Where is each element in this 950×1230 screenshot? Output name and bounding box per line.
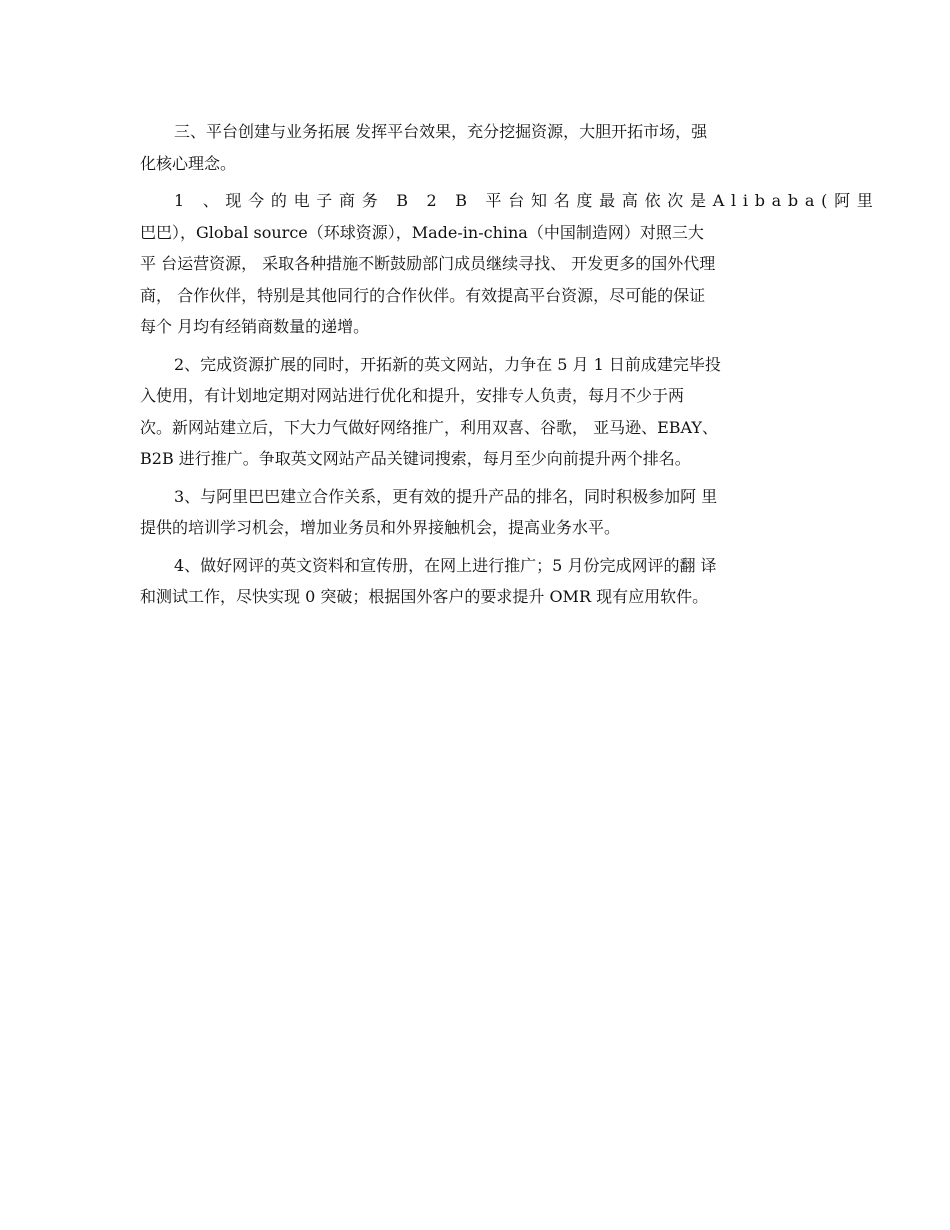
text-line: 4、做好网评的英文资料和宣传册，在网上进行推广；5 月份完成网评的翻 译 — [174, 555, 717, 575]
paragraph-item-1 — [140, 185, 880, 343]
text-line: 提供的培训学习机会，增加业务员和外界接触机会，提高业务水平。 — [140, 518, 621, 537]
text-line: 每个 月均有经销商数量的递增。 — [140, 317, 370, 336]
text-line: B2B 进行推广。争取英文网站产品关键词搜索，每月至少向前提升两个排名。 — [140, 449, 691, 468]
document-body — [140, 116, 880, 619]
text-line: 巴巴），Global source（环球资源），Made-in-china（中国制造网）对照三大 — [140, 222, 704, 242]
text-line: 3、与阿里巴巴建立合作关系，更有效的提升产品的排名，同时积极参加阿 里 — [174, 486, 718, 506]
text-line: 2、完成资源扩展的同时，开拓新的英文网站，力争在 5 月 1 日前成建完毕投 — [174, 354, 721, 374]
paragraph-item-3 — [140, 481, 812, 544]
text-line: 次。新网站建立后，下大力气做好网络推广，利用双喜、谷歌， 亚马逊、EBAY、 — [140, 417, 718, 437]
paragraph-item-4 — [140, 550, 812, 613]
text-line: 1 、现今的电子商务 B 2 B 平台知名度最高依次是Alibaba(阿里 — [174, 191, 880, 210]
text-line: 入使用，有计划地定期对网站进行优化和提升，安排专人负责，每月不少于两 — [140, 386, 685, 405]
text-line: 和测试工作，尽快实现 0 突破；根据国外客户的要求提升 OMR 现有应用软件。 — [140, 587, 709, 606]
text-line: 平 台运营资源， 采取各种措施不断鼓励部门成员继续寻找、 开发更多的国外代理 — [140, 254, 716, 273]
paragraph-platform-building — [140, 116, 812, 179]
text-line: 三、平台创建与业务拓展 发挥平台效果，充分挖掘资源，大胆开拓市场，强 — [174, 122, 708, 141]
text-line: 商， 合作伙伴，特别是其他同行的合作伙伴。有效提高平台资源，尽可能的保证 — [140, 285, 706, 305]
paragraph-item-2 — [140, 349, 812, 475]
text-line: 化核心理念。 — [140, 153, 237, 173]
